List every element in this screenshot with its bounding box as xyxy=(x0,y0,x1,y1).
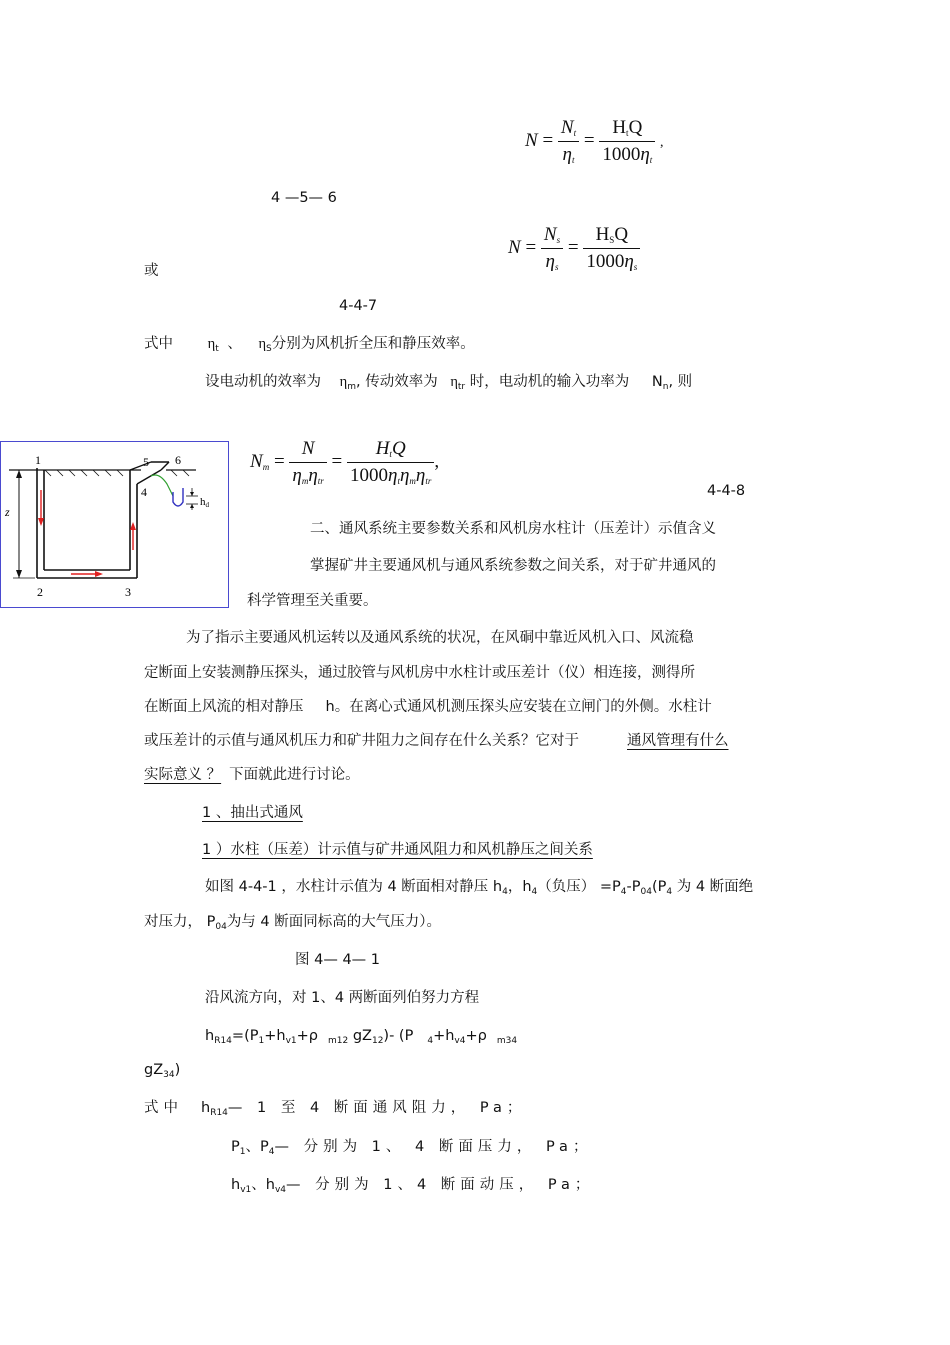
eq-number-4-5-6: 4 —5— 6 xyxy=(271,190,337,206)
point-label-1: 1 xyxy=(35,453,41,467)
paragraph-2-line-2: 定断面上安装测静压探头，通过胶管与风机房中水柱计或压差计（仪）相连接，测得所 xyxy=(144,665,695,681)
h-label: hd xyxy=(200,496,209,509)
paragraph-3-line-2: 对压力， $P_{04}$为与 4 断面同标高的大气压力）。 xyxy=(144,914,442,932)
paragraph-3-line-1: 如图 4-4-1 ，水柱计示值为 4 断面相对静压 $h_4$，$h_4$（负压） $=P_4-P_{04}(P_4$ 为 4 断面绝 xyxy=(205,879,754,897)
formula-4-5-6: N = $\frac{N_t}{\eta_t}$ = $\frac{H_tQ}{1000\eta_t}$ , xyxy=(525,117,664,165)
fraction: $\frac{H_tQ}{1000\eta_t\eta_m\eta_{tr}}$ xyxy=(347,438,434,487)
paragraph-2-line-4: 或压差计的示值与通风机压力和矿井阻力之间存在什么关系？它对于 通风管理有什么 xyxy=(144,733,729,749)
section-1-heading: 1 、抽出式通风 xyxy=(202,805,303,821)
text-line-motor: 设电动机的效率为 $\eta_m$, 传动效率为 $\eta_{tr}$ 时，电动机的输入功率为 $N_n$, 则 xyxy=(205,374,693,392)
paragraph-2-line-5: 实际意义 ？ 下面就此进行讨论。 xyxy=(144,767,360,783)
section-heading-2: 二、通风系统主要参数关系和风机房水柱计（压差计）示值含义 xyxy=(310,521,716,537)
fraction: $\frac{N_t}{\eta_t}$ xyxy=(558,117,579,166)
or-label: 或 xyxy=(144,263,159,279)
formula-4-4-7: N = $\frac{N_s}{\eta_s}$ = $\frac{H_SQ}{1000\eta_s}$ xyxy=(508,224,640,273)
point-label-3: 3 xyxy=(125,585,131,599)
definition-line-3: $h_{v1}$、$h_{v4}—$ 分别为 1、4 断面动压， Pa； xyxy=(231,1177,595,1195)
fraction: $\frac{N}{\eta_m\eta_{tr}}$ xyxy=(289,438,326,487)
definition-line-2: $P_1$、$P_4—$ 分别为 1、 4 断面压力， Pa； xyxy=(231,1139,593,1157)
section-1-1-heading: 1 ）水柱（压差）计示值与矿井通风阻力和风机静压之间关系 xyxy=(202,842,593,858)
z-label: z xyxy=(5,505,10,519)
paragraph-4: 沿风流方向，对 1、4 两断面列伯努力方程 xyxy=(205,990,480,1006)
definition-line-1: 式中 $h_{R14}—$ 1 至 4 断面通风阻力， Pa； xyxy=(144,1100,527,1118)
point-label-6: 6 xyxy=(175,453,181,467)
fraction: $\frac{N_s}{\eta_s}$ xyxy=(541,224,563,273)
ventilation-diagram-svg xyxy=(1,442,227,606)
bernoulli-equation-line-2: $gZ_{34}$) xyxy=(144,1062,181,1080)
point-label-5: 5 xyxy=(143,455,149,469)
paragraph-1-line-2: 科学管理至关重要。 xyxy=(247,593,378,609)
text-line-efficiency: 式中 $\eta_t$ 、 $\eta_S$分别为风机折全压和静压效率。 xyxy=(144,336,475,354)
figure-caption: 图 4— 4— 1 xyxy=(295,952,381,968)
paragraph-2-line-1: 为了指示主要通风机运转以及通风系统的状况，在风硐中靠近风机入口、风流稳 xyxy=(186,630,694,646)
paragraph-1-line-1: 掌握矿井主要通风机与通风系统参数之间关系，对于矿井通风的 xyxy=(310,558,716,574)
point-label-4: 4 xyxy=(141,485,147,499)
eq-number-4-4-8: 4-4-8 xyxy=(707,483,746,499)
point-label-2: 2 xyxy=(37,585,43,599)
formula-4-4-8: $N_m$ = $\frac{N}{\eta_m\eta_{tr}}$ = $\frac{H_tQ}{1000\eta_t\eta_m\eta_{tr}}$ , xyxy=(250,438,440,486)
eq-number-4-4-7: 4-4-7 xyxy=(339,298,378,314)
bernoulli-equation-line-1: $h_{R14}=(P_1+h_{v1}+\rho$ $_{m12}$ $gZ_{12})-$ (P $_4+h_{v4}+\rho$ $_{m34}$ xyxy=(205,1028,518,1046)
fraction: $\frac{H_tQ}{1000\eta_t}$ xyxy=(599,117,655,166)
figure-ventilation-diagram xyxy=(0,441,229,608)
paragraph-2-line-3: 在断面上风流的相对静压 h。在离心式通风机测压探头应安装在立闸门的外侧。水柱计 xyxy=(144,699,712,715)
fraction: $\frac{H_SQ}{1000\eta_s}$ xyxy=(583,224,640,273)
